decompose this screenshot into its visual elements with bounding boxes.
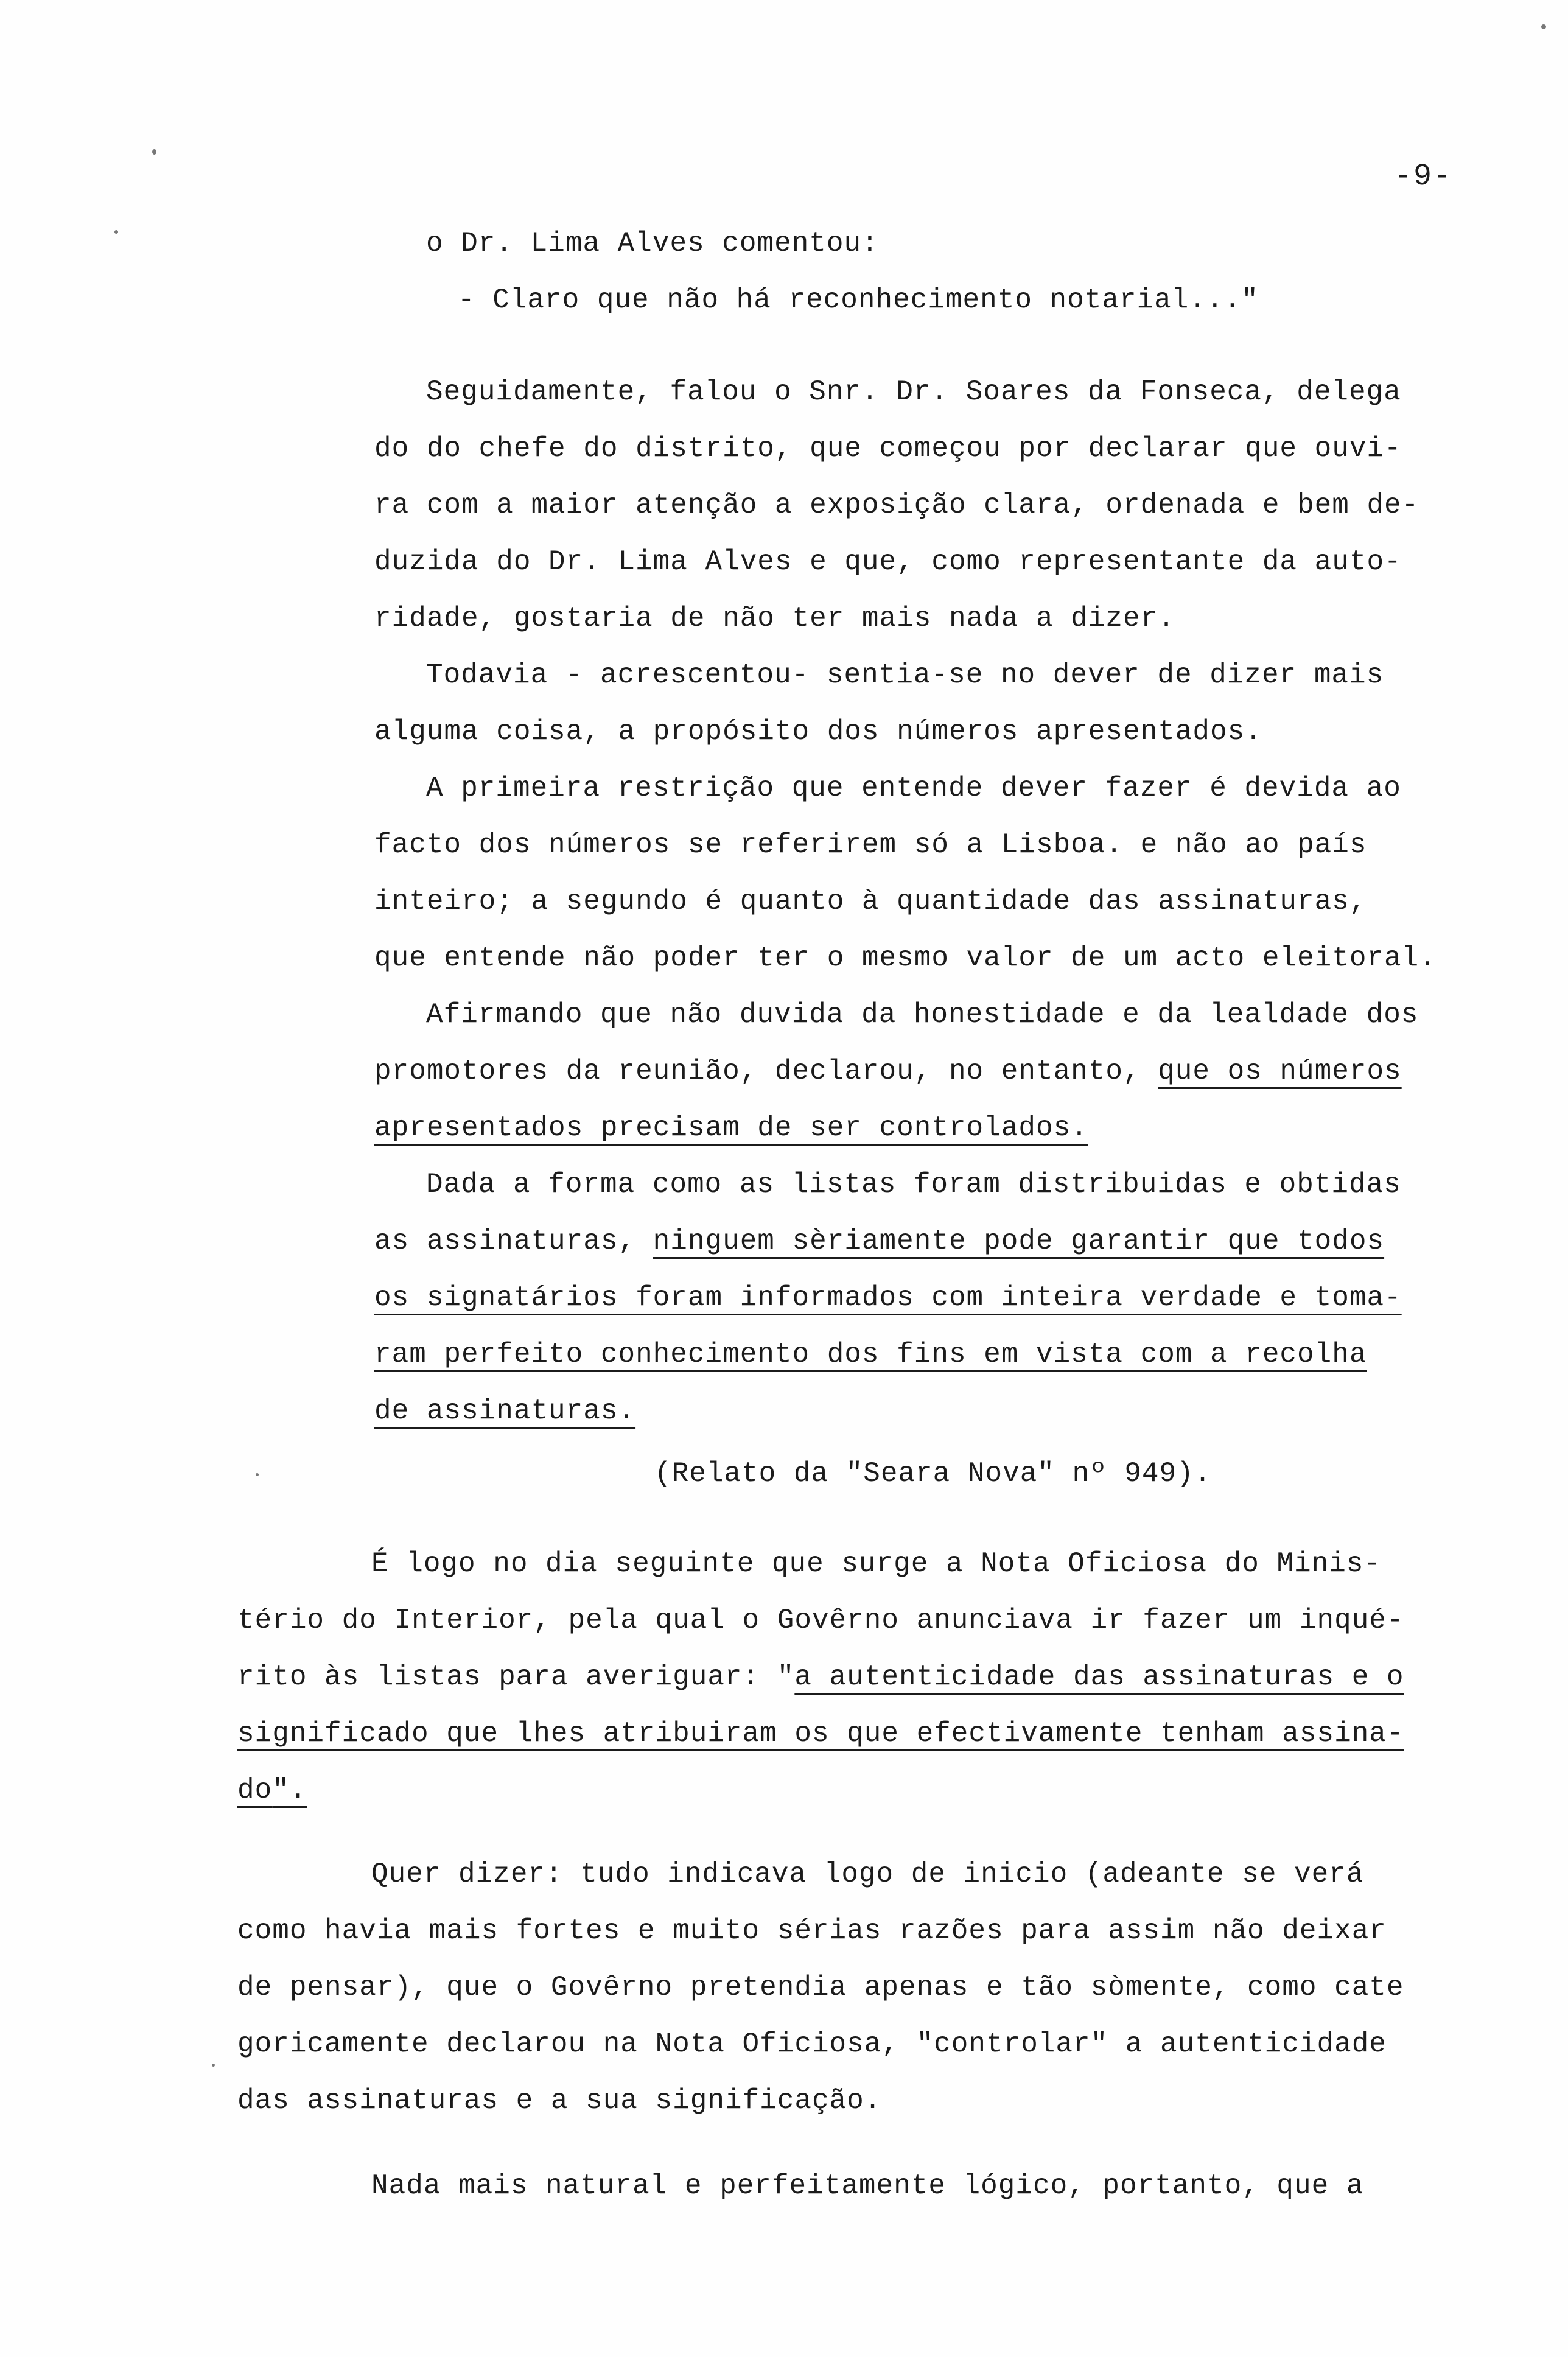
body-paragraph-2 (237, 1846, 1404, 2129)
underlined-text: os signatários foram informados com inteira verdade e toma- (374, 1282, 1402, 1314)
underlined-text: de assinaturas. (374, 1395, 636, 1427)
text-line: A primeira restrição que entende dever fazer é devida ao (426, 772, 1401, 804)
quote-paragraph-2 (374, 364, 1419, 647)
text-line: inteiro; a segundo é quanto à quantidade das assinaturas, (374, 886, 1367, 917)
text-line: Quer dizer: tudo indicava logo de inicio (adeante se verá (371, 1858, 1364, 1890)
text-line: o Dr. Lima Alves comentou: (426, 228, 879, 259)
text-line (374, 1326, 1402, 1383)
quote-paragraph-6 (374, 1157, 1402, 1440)
text-line: duzida do Dr. Lima Alves e que, como representante da auto- (374, 546, 1402, 578)
scan-speck (256, 1473, 259, 1476)
text-line: Dada a forma como as listas foram distribuidas e obtidas (426, 1169, 1401, 1200)
body-paragraph-3 (237, 2158, 1363, 2215)
quote-paragraph-1 (426, 215, 1259, 329)
quote-paragraph-3 (374, 647, 1384, 760)
underlined-text: significado que lhes atribuiram os que efectivamente tenham assina- (237, 1718, 1404, 1749)
text-line: Nada mais natural e perfeitamente lógico, portanto, que a (371, 2170, 1364, 2202)
text-line: das assinaturas e a sua significação. (237, 2085, 882, 2117)
underlined-text: do (237, 1774, 273, 1806)
underlined-text: ninguem sèriamente pode garantir que todos (653, 1225, 1385, 1257)
underlined-text: ". (272, 1774, 307, 1806)
underlined-text: ram perfeito conhecimento dos fins em vista com a recolha (374, 1339, 1367, 1370)
text-line: alguma coisa, a propósito dos números apresentados. (374, 716, 1262, 748)
text-line: goricamente declarou na Nota Oficiosa, "controlar" a autenticidade (237, 2028, 1387, 2060)
text-line: que entende não poder ter o mesmo valor de um acto eleitoral. (374, 942, 1437, 974)
scan-speck (212, 2064, 215, 2067)
text-line: - Claro que não há reconhecimento notarial..." (458, 284, 1259, 316)
underlined-text: apresentados precisam de ser controlados. (374, 1112, 1088, 1144)
text-line (374, 1270, 1402, 1326)
underlined-text: que os números (1158, 1056, 1402, 1087)
text-line (374, 1383, 1402, 1440)
text-segment: rito às listas para averiguar: " (237, 1661, 795, 1693)
quote-paragraph-4 (374, 760, 1437, 987)
text-line: Todavia - acrescentou- sentia-se no dever de dizer mais (426, 659, 1384, 691)
text-line: de pensar), que o Govêrno pretendia apenas e tão sòmente, como cate (237, 1972, 1404, 2003)
text-line: É logo no dia seguinte que surge a Nota Oficiosa do Minis- (371, 1548, 1382, 1580)
text-line: facto dos números se referirem só a Lisboa. e não ao país (374, 829, 1367, 861)
scan-speck (1541, 24, 1546, 29)
source-citation: (Relato da "Seara Nova" nº 949). (654, 1458, 1212, 1490)
page-number: -9- (1394, 159, 1453, 194)
text-line (374, 1213, 1402, 1270)
text-line: ra com a maior atenção a exposição clara, ordenada e bem de- (374, 489, 1419, 521)
text-line: como havia mais fortes e muito sérias razões para assim não deixar (237, 1915, 1387, 1947)
scan-speck (114, 230, 118, 234)
text-line (374, 1043, 1418, 1100)
text-line (237, 1706, 1404, 1762)
text-line: Seguidamente, falou o Snr. Dr. Soares da Fonseca, delega (426, 376, 1401, 408)
text-segment: as assinaturas, (374, 1225, 653, 1257)
text-line: Afirmando que não duvida da honestidade e da lealdade dos (426, 999, 1419, 1031)
text-line (237, 1649, 1404, 1706)
body-paragraph-1 (237, 1536, 1404, 1819)
text-line: ridade, gostaria de não ter mais nada a dizer. (374, 603, 1175, 634)
text-line (237, 1762, 1404, 1819)
quote-paragraph-5 (374, 987, 1418, 1157)
text-line: do do chefe do distrito, que começou por declarar que ouvi- (374, 433, 1402, 464)
underlined-text: a autenticidade das assinaturas e o (794, 1661, 1404, 1693)
text-line: tério do Interior, pela qual o Govêrno anunciava ir fazer um inqué- (237, 1605, 1404, 1636)
scan-speck (152, 149, 156, 155)
text-segment: promotores da reunião, declarou, no entanto, (374, 1056, 1158, 1087)
text-line (374, 1100, 1418, 1157)
